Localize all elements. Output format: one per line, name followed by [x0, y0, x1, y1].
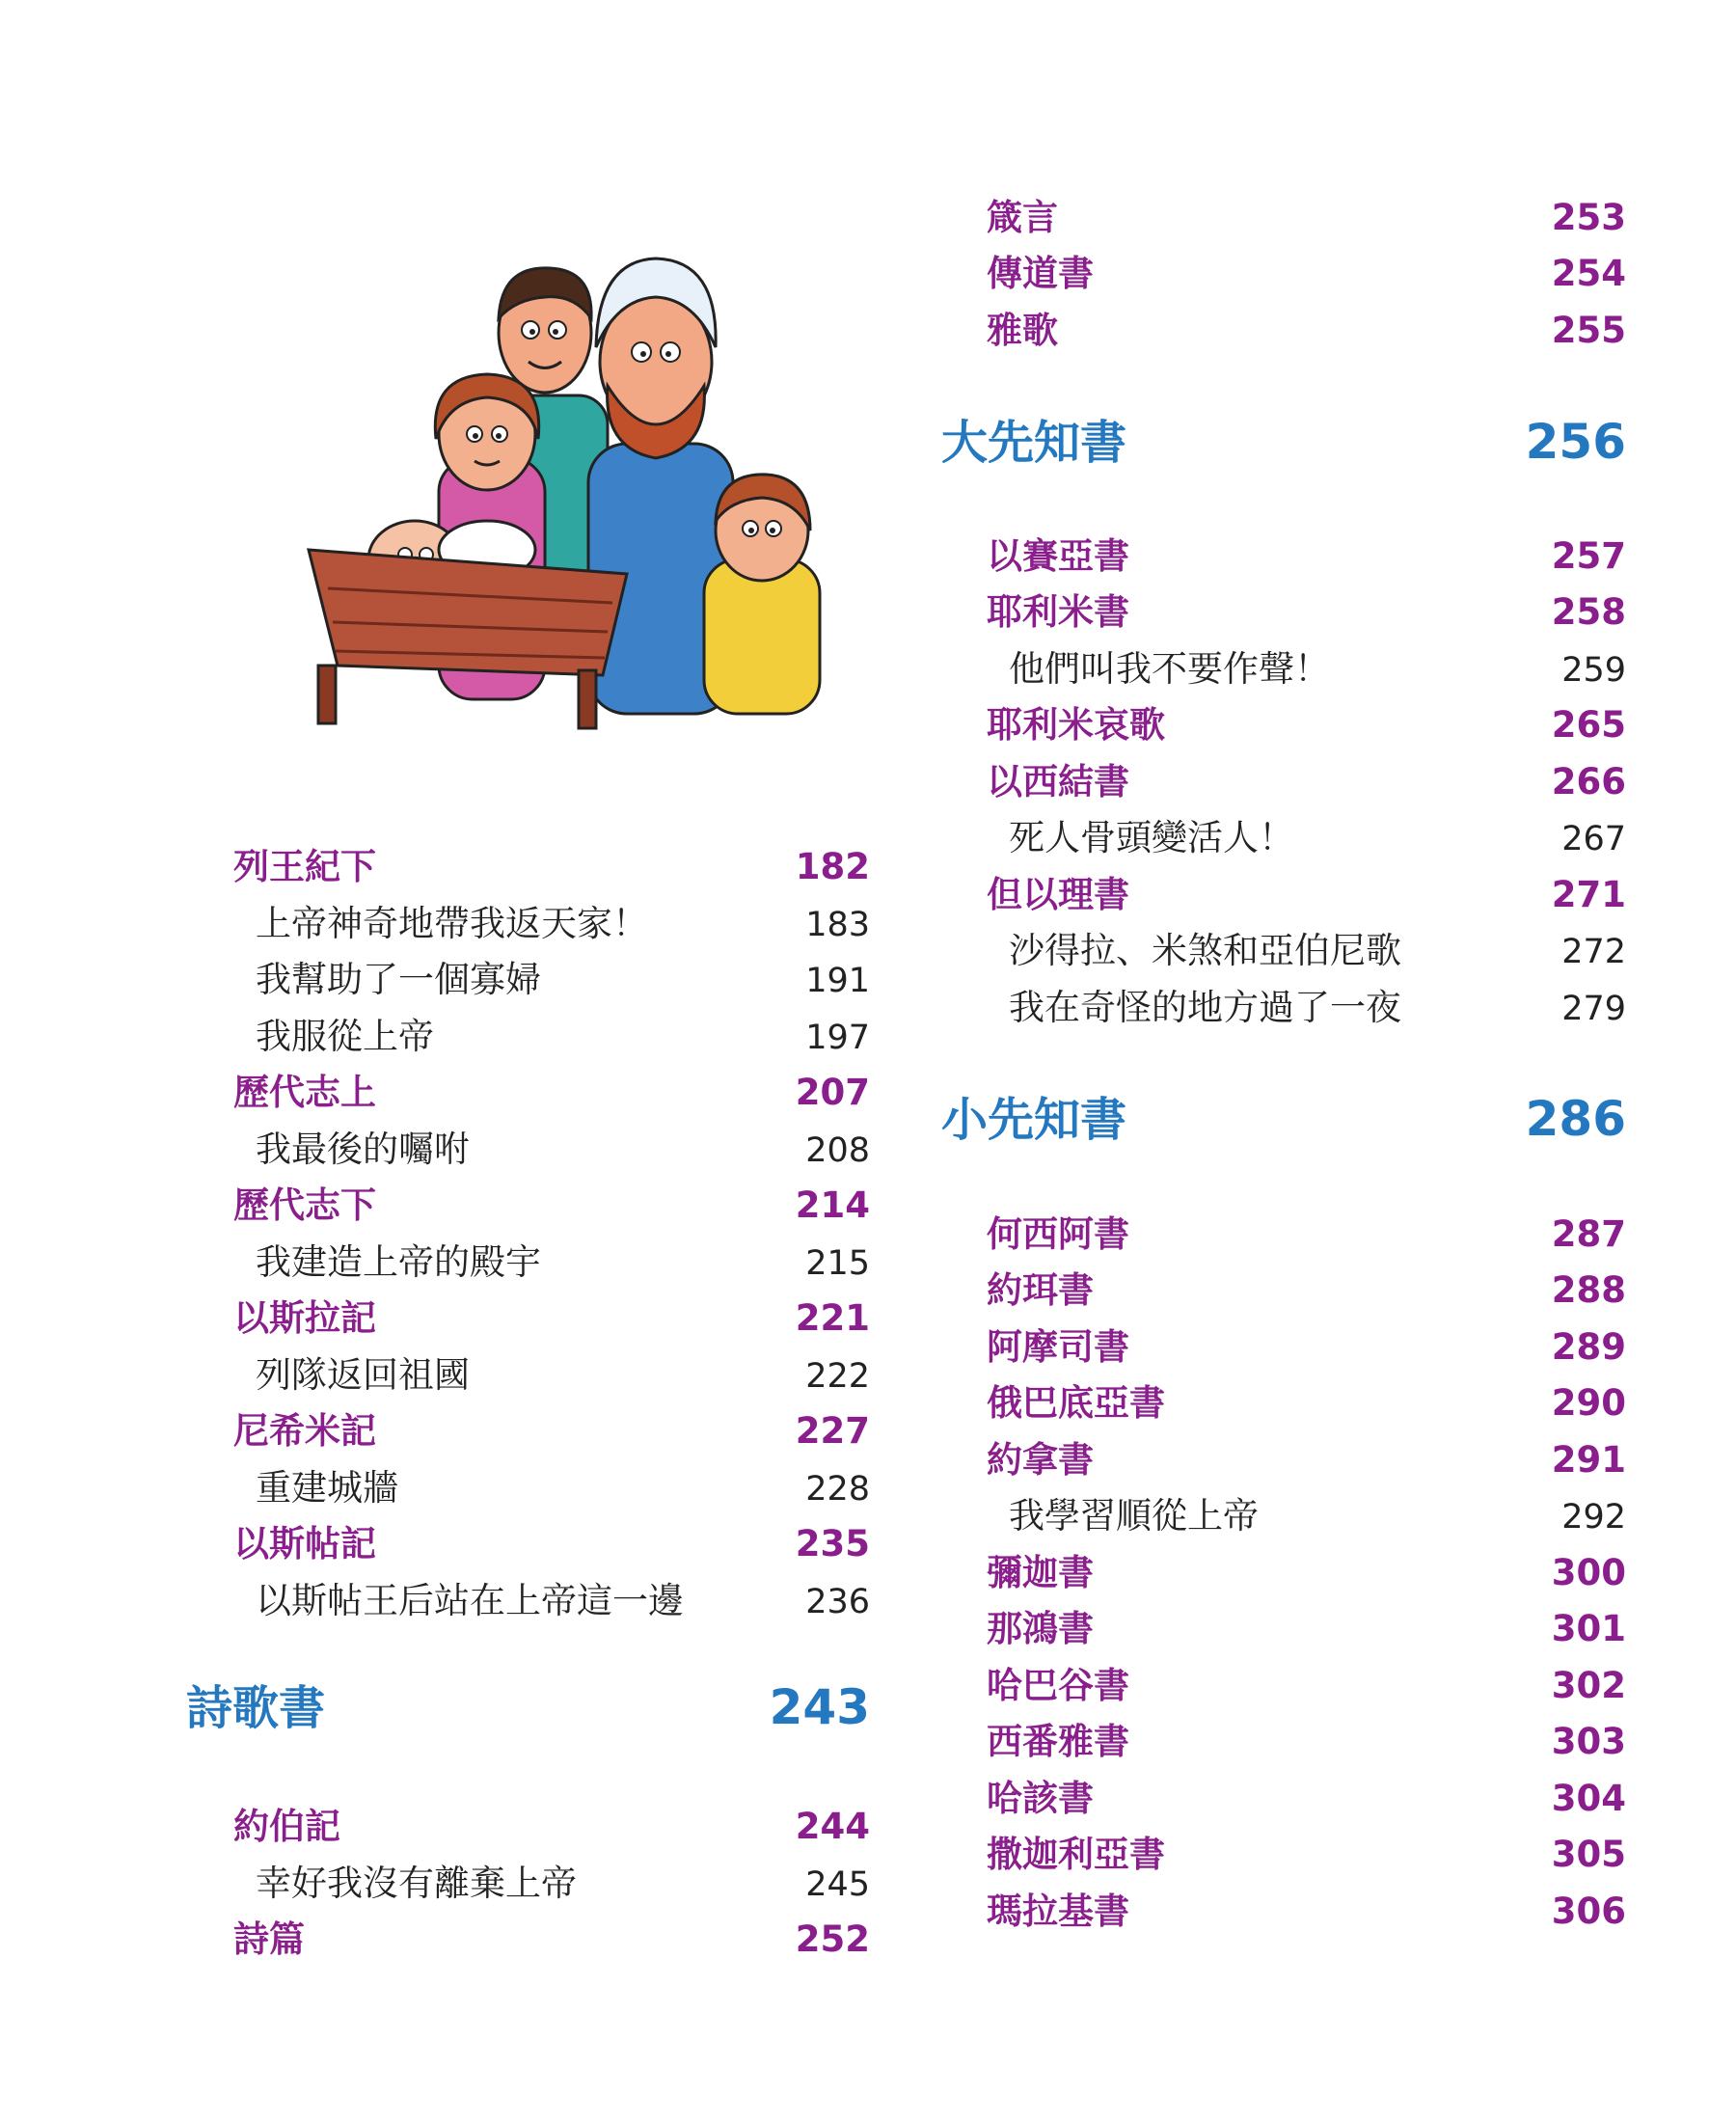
entry-page: 252: [795, 1918, 870, 1960]
section-title: 大先知書: [941, 416, 1127, 470]
toc-entry-book[interactable]: [987, 1374, 1626, 1426]
entry-page: 289: [1551, 1326, 1626, 1368]
entry-page: 267: [1561, 820, 1626, 858]
toc-entry-book[interactable]: [987, 244, 1626, 296]
toc-entry-book[interactable]: [233, 1797, 870, 1849]
entry-title: 撒迦利亞書: [987, 1834, 1165, 1875]
entry-page: 214: [795, 1184, 870, 1226]
toc-entry-story[interactable]: [256, 894, 870, 946]
toc-section-heading[interactable]: [941, 1082, 1626, 1149]
toc-entry-book[interactable]: [233, 1176, 870, 1228]
toc-entry-story[interactable]: [1009, 921, 1626, 973]
toc-entry-story[interactable]: [256, 1007, 870, 1059]
entry-title: 但以理書: [987, 874, 1129, 915]
toc-entry-story[interactable]: [256, 1233, 870, 1285]
entry-page: 300: [1551, 1552, 1626, 1593]
toc-entry-book[interactable]: [987, 1318, 1626, 1370]
entry-title: 傳道書: [987, 253, 1094, 294]
toc-entry-book[interactable]: [987, 1261, 1626, 1313]
entry-page: 288: [1551, 1269, 1626, 1311]
entry-page: 271: [1551, 874, 1626, 915]
entry-title: 沙得拉、米煞和亞伯尼歌: [1009, 930, 1401, 971]
entry-title: 約伯記: [233, 1806, 340, 1847]
entry-title: 俄巴底亞書: [987, 1382, 1165, 1424]
entry-title: 以斯拉記: [233, 1297, 376, 1339]
toc-entry-book[interactable]: [233, 837, 870, 889]
entry-title: 死人骨頭變活人！: [1009, 817, 1294, 858]
entry-page: 306: [1551, 1891, 1626, 1932]
entry-title: 約拿書: [987, 1439, 1094, 1481]
entry-page: 253: [1551, 197, 1626, 238]
toc-entry-book[interactable]: [987, 1543, 1626, 1595]
toc-entry-book[interactable]: [987, 1825, 1626, 1877]
toc-entry-book[interactable]: [987, 752, 1626, 804]
entry-title: 何西阿書: [987, 1213, 1129, 1255]
entry-page: 207: [795, 1072, 870, 1113]
toc-entry-book[interactable]: [987, 301, 1626, 353]
entry-page: 182: [795, 846, 870, 887]
entry-page: 222: [805, 1357, 870, 1396]
entry-title: 詩篇: [233, 1918, 305, 1960]
nativity-family-illustration: [270, 241, 849, 733]
toc-entry-book[interactable]: [987, 695, 1626, 748]
section-page: 286: [1525, 1091, 1626, 1147]
entry-page: 272: [1561, 933, 1626, 971]
entry-title: 以西結書: [987, 761, 1129, 803]
entry-page: 208: [805, 1131, 870, 1170]
toc-entry-book[interactable]: [987, 1599, 1626, 1651]
entry-page: 303: [1551, 1721, 1626, 1762]
toc-entry-book[interactable]: [233, 1063, 870, 1115]
toc-entry-book[interactable]: [987, 1656, 1626, 1708]
toc-entry-story[interactable]: [1009, 808, 1626, 860]
entry-page: 254: [1551, 253, 1626, 294]
toc-entry-book[interactable]: [233, 1910, 870, 1962]
toc-entry-book[interactable]: [233, 1514, 870, 1566]
toc-entry-book[interactable]: [987, 1882, 1626, 1934]
section-page: 256: [1525, 414, 1626, 470]
entry-page: 291: [1551, 1439, 1626, 1481]
toc-entry-book[interactable]: [987, 1769, 1626, 1821]
entry-title: 耶利米書: [987, 591, 1129, 633]
entry-page: 265: [1551, 704, 1626, 746]
entry-title: 我在奇怪的地方過了一夜: [1009, 987, 1401, 1028]
entry-title: 瑪拉基書: [987, 1891, 1129, 1932]
entry-title: 我建造上帝的殿宇: [256, 1241, 541, 1283]
entry-page: 258: [1551, 591, 1626, 633]
toc-entry-book[interactable]: [987, 188, 1626, 240]
toc-entry-story[interactable]: [256, 1120, 870, 1172]
section-title: 小先知書: [941, 1093, 1127, 1147]
toc-entry-book[interactable]: [233, 1401, 870, 1454]
entry-page: 290: [1551, 1382, 1626, 1424]
entry-page: 228: [805, 1470, 870, 1509]
toc-section-heading[interactable]: [941, 405, 1626, 472]
entry-page: 304: [1551, 1778, 1626, 1819]
toc-entry-story[interactable]: [256, 950, 870, 1002]
entry-title: 以賽亞書: [987, 535, 1129, 577]
entry-page: 183: [805, 906, 870, 944]
entry-title: 我幫助了一個寡婦: [256, 959, 541, 1000]
toc-entry-book[interactable]: [987, 865, 1626, 917]
toc-entry-book[interactable]: [987, 527, 1626, 579]
toc-entry-story[interactable]: [256, 1571, 870, 1623]
entry-page: 302: [1551, 1665, 1626, 1706]
entry-title: 耶利米哀歌: [987, 704, 1165, 746]
entry-title: 上帝神奇地帶我返天家！: [256, 903, 648, 944]
entry-title: 約珥書: [987, 1269, 1094, 1311]
entry-title: 雅歌: [987, 310, 1058, 351]
entry-title: 哈該書: [987, 1778, 1094, 1819]
entry-title: 我服從上帝: [256, 1016, 434, 1057]
entry-title: 阿摩司書: [987, 1326, 1129, 1368]
toc-entry-story[interactable]: [1009, 1486, 1626, 1538]
section-page: 243: [769, 1679, 870, 1735]
section-title: 詩歌書: [186, 1681, 326, 1735]
entry-page: 244: [795, 1806, 870, 1847]
entry-page: 292: [1561, 1498, 1626, 1537]
entry-page: 245: [805, 1865, 870, 1904]
entry-title: 重建城牆: [256, 1467, 398, 1509]
entry-page: 197: [805, 1019, 870, 1057]
entry-title: 以斯帖王后站在上帝這一邊: [256, 1580, 684, 1621]
entry-title: 我最後的囑咐: [256, 1129, 470, 1170]
entry-title: 歷代志上: [233, 1072, 376, 1113]
entry-page: 236: [805, 1583, 870, 1621]
entry-page: 259: [1561, 651, 1626, 690]
toc-entry-book[interactable]: [987, 1205, 1626, 1257]
toc-entry-book[interactable]: [987, 583, 1626, 635]
toc-section-heading[interactable]: [186, 1671, 870, 1737]
toc-entry-story[interactable]: [256, 1346, 870, 1398]
entry-title: 幸好我沒有離棄上帝: [256, 1863, 577, 1904]
entry-title: 他們叫我不要作聲！: [1009, 648, 1330, 690]
entry-title: 尼希米記: [233, 1410, 376, 1452]
entry-page: 227: [795, 1410, 870, 1452]
toc-entry-book[interactable]: [233, 1289, 870, 1341]
entry-title: 箴言: [987, 197, 1058, 238]
entry-title: 彌迦書: [987, 1552, 1094, 1593]
entry-title: 那鴻書: [987, 1608, 1094, 1649]
entry-page: 301: [1551, 1608, 1626, 1649]
toc-entry-book[interactable]: [987, 1430, 1626, 1483]
entry-title: 哈巴谷書: [987, 1665, 1129, 1706]
toc-entry-story[interactable]: [1009, 639, 1626, 692]
entry-page: 279: [1561, 990, 1626, 1028]
entry-title: 歷代志下: [233, 1184, 376, 1226]
entry-title: 列王紀下: [233, 846, 376, 887]
entry-page: 191: [805, 962, 870, 1000]
entry-page: 221: [795, 1297, 870, 1339]
entry-page: 255: [1551, 310, 1626, 351]
toc-entry-story[interactable]: [256, 1458, 870, 1510]
entry-page: 266: [1551, 761, 1626, 803]
entry-title: 我學習順從上帝: [1009, 1495, 1259, 1537]
toc-entry-book[interactable]: [987, 1712, 1626, 1764]
toc-entry-story[interactable]: [1009, 978, 1626, 1030]
entry-title: 列隊返回祖國: [256, 1354, 470, 1396]
entry-page: 287: [1551, 1213, 1626, 1255]
entry-title: 西番雅書: [987, 1721, 1129, 1762]
entry-title: 以斯帖記: [233, 1523, 376, 1564]
entry-page: 257: [1551, 535, 1626, 577]
entry-page: 305: [1551, 1834, 1626, 1875]
entry-page: 235: [795, 1523, 870, 1564]
toc-entry-story[interactable]: [256, 1854, 870, 1906]
entry-page: 215: [805, 1244, 870, 1283]
